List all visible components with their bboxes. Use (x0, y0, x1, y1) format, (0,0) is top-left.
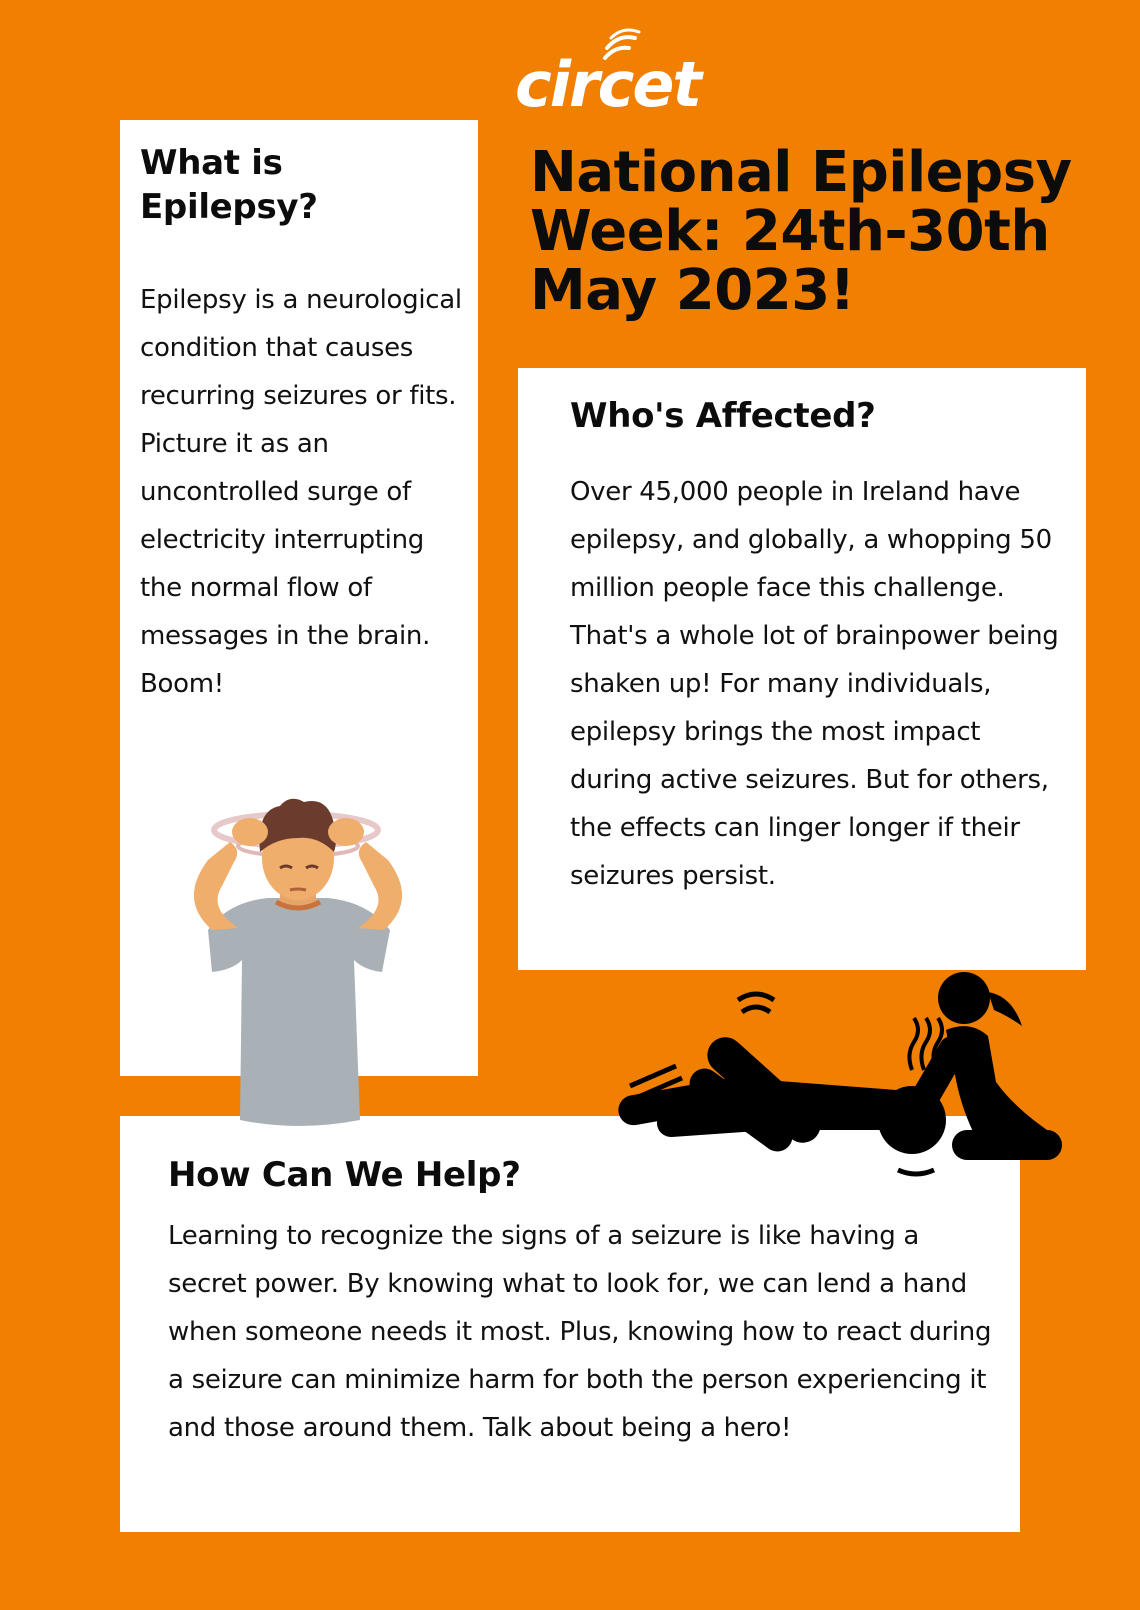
who-affected-heading: Who's Affected? (570, 396, 876, 436)
dizzy-man-icon (168, 790, 428, 1140)
who-affected-body: Over 45,000 people in Ireland have epilepsy, and globally, a whopping 50 million people face this challenge. That's a whole lot of brainpower being shaken up! For many individuals, epilepsy brings the most impact during active seizures. But for others, the effects can linger longer if their seizures persist. (570, 477, 1059, 891)
how-help-body: Learning to recognize the signs of a seizure is like having a secret power. By knowing what to look for, we can lend a hand when someone needs it most. Plus, knowing how to react during a seizure can minimize harm for both the person experiencing it and those around them. Talk about being a hero! (168, 1221, 992, 1443)
circet-logo (515, 28, 755, 121)
how-help-heading: How Can We Help? (168, 1155, 521, 1195)
page-title: National Epilepsy Week: 24th-30th May 2023! (530, 140, 1072, 323)
seizure-first-aid-icon (616, 970, 1096, 1210)
what-is-body: Epilepsy is a neurological condition that causes recurring seizures or fits. Picture it as an uncontrolled surge of electricity interrupting the normal flow of messages in the brain. Boom! (140, 285, 462, 699)
logo-wordmark: circet (515, 48, 701, 121)
what-is-heading: What is Epilepsy? (140, 143, 318, 227)
